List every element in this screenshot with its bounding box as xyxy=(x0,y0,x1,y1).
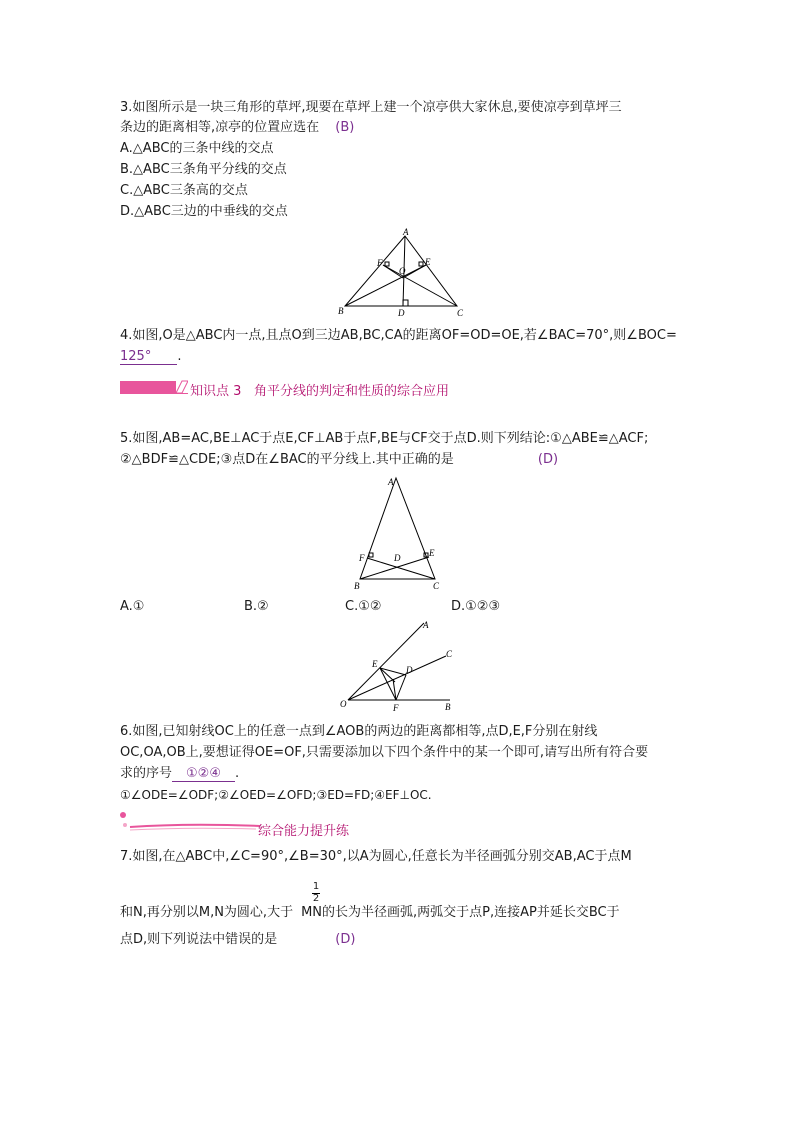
q3-option-a: A.△ABC的三条中线的交点 xyxy=(120,141,274,156)
q3-triangle-figure xyxy=(335,228,465,320)
q4-line2: 125° . xyxy=(120,349,182,364)
q6-label-b: B xyxy=(445,702,451,712)
q3-text: 条边的距离相等,凉亭的位置应选在 xyxy=(120,120,320,135)
q3-line1: 3.如图所示是一块三角形的草坪,现要在草坪上建一个凉亭供大家休息,要使凉亭到草坪三 xyxy=(120,100,622,115)
q6-text: 求的序号 xyxy=(120,766,173,781)
q3-label-f: F xyxy=(377,258,383,268)
q6-label-o: O xyxy=(340,699,347,709)
q6-line3 xyxy=(120,765,239,783)
q5-label-e: E xyxy=(429,548,435,558)
q6-angle-figure xyxy=(340,618,465,713)
q5-label-c: C xyxy=(433,581,440,591)
q6-label-f: F xyxy=(393,703,399,713)
q6-label-c: C xyxy=(446,649,453,659)
q7-answer: (D) xyxy=(335,932,356,947)
q3-label-a: A xyxy=(403,228,409,237)
q5-option-d: D.①②③ xyxy=(451,599,501,614)
q4-line1: 4.如图,O是△ABC内一点,且点O到三边AB,BC,CA的距离OF=OD=OE,若∠BAC=70°,则∠BOC= xyxy=(120,328,677,343)
q6-period: . xyxy=(234,766,240,781)
q6-answer: ①②④ xyxy=(172,766,235,782)
q5-option-a: A.① xyxy=(120,599,145,614)
q4-answer: 125° xyxy=(120,349,177,365)
section-4-decoration xyxy=(118,810,260,834)
q7-text-a: 和N,再分别以M,N为圆心,大于 xyxy=(120,905,294,920)
q5-option-b: B.② xyxy=(244,599,269,614)
section-3-title: 角平分线的判定和性质的综合应用 xyxy=(254,384,450,399)
q5-label-b: B xyxy=(354,581,360,591)
q7-fraction xyxy=(312,882,320,904)
q6-label-e: E xyxy=(372,659,378,669)
q5-line2 xyxy=(120,451,558,469)
q7-frac-num: 1 xyxy=(312,881,320,892)
q7-line1: 7.如图,在△ABC中,∠C=90°,∠B=30°,以A为圆心,任意长为半径画弧分别交AB,AC于点M xyxy=(120,849,632,864)
q5-answer: (D) xyxy=(537,452,559,467)
q3-label-e: E xyxy=(425,257,431,267)
q5-label-d: D xyxy=(394,553,401,563)
q5-label-f: F xyxy=(359,553,365,563)
q7-frac-den: 2 xyxy=(312,893,320,904)
q3-line2 xyxy=(120,119,354,137)
q7-line2 xyxy=(120,904,620,922)
q7-text: 点D,则下列说法中错误的是 xyxy=(120,932,278,947)
q6-label-a: A xyxy=(423,620,429,630)
q3-label-o: O xyxy=(399,266,406,276)
q3-option-c: C.△ABC三条高的交点 xyxy=(120,183,248,198)
q3-option-d: D.△ABC三边的中垂线的交点 xyxy=(120,204,288,219)
q3-label-b: B xyxy=(338,306,344,316)
q6-label-d: D xyxy=(406,665,413,675)
q3-answer: (B) xyxy=(335,120,355,135)
q6-line2: OC,OA,OB上,要想证得OE=OF,只需要添加以下四个条件中的某一个即可,请写出所有符合要 xyxy=(120,745,649,760)
q7-text-b: MN的长为半径画弧,两弧交于点P,连接AP并延长交BC于 xyxy=(301,905,620,920)
q5-line1: 5.如图,AB=AC,BE⊥AC于点E,CF⊥AB于点F,BE与CF交于点D.则下列结论:①△ABE≌△ACF; xyxy=(120,431,649,446)
q3-label-c: C xyxy=(457,308,464,318)
q6-line1: 6.如图,已知射线OC上的任意一点到∠AOB的两边的距离都相等,点D,E,F分别在射线 xyxy=(120,724,598,739)
q3-label-d: D xyxy=(398,308,405,318)
q5-triangle-figure xyxy=(350,473,450,593)
section-4-title: 综合能力提升练 xyxy=(258,824,350,839)
section-3-label: 知识点 3 xyxy=(190,384,242,399)
q6-conditions: ①∠ODE=∠ODF;②∠OED=∠OFD;③ED=FD;④EF⊥OC. xyxy=(120,788,432,802)
q5-option-c: C.①② xyxy=(345,599,382,614)
q5-text: ②△BDF≌△CDE;③点D在∠BAC的平分线上.其中正确的是 xyxy=(120,452,454,467)
q3-option-b: B.△ABC三条角平分线的交点 xyxy=(120,162,287,177)
q7-line3 xyxy=(120,931,355,949)
section-bar-3 xyxy=(120,379,188,395)
q5-label-a: A xyxy=(388,477,394,487)
